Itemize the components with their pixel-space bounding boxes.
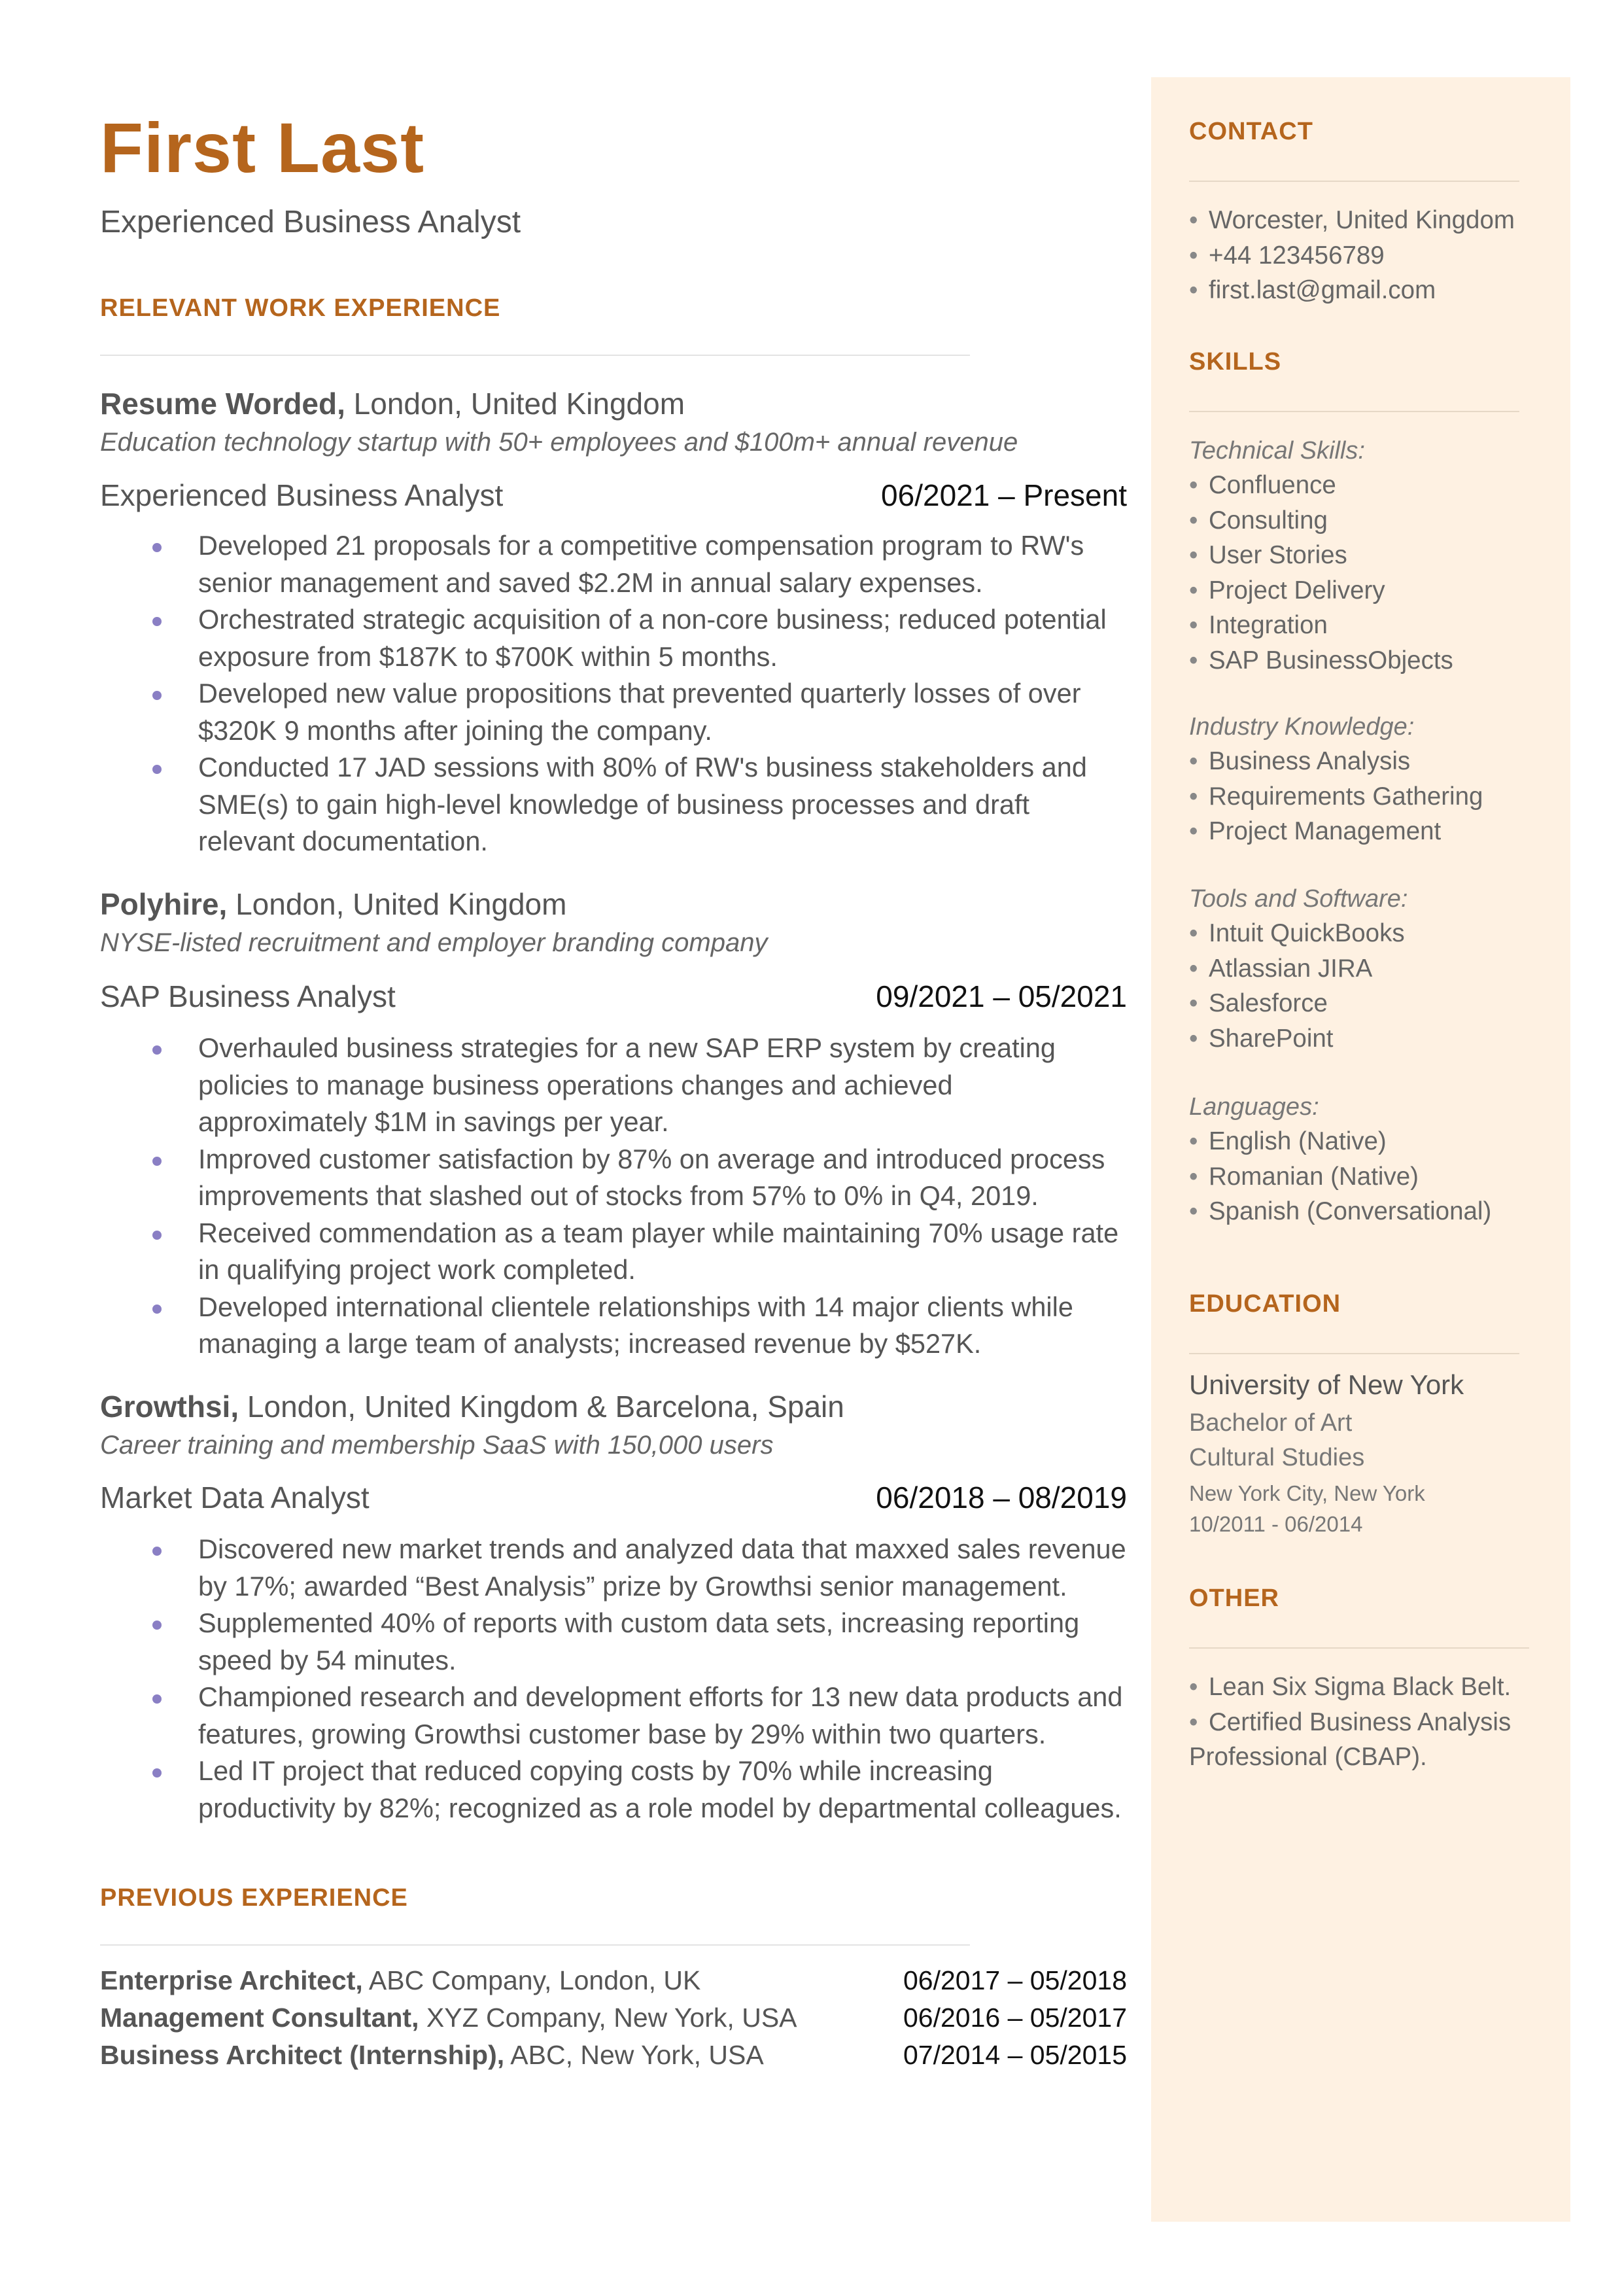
bullet-dot-icon bbox=[152, 765, 162, 774]
skill-list bbox=[1189, 744, 1555, 849]
contact-list bbox=[1189, 203, 1555, 308]
candidate-title: Experienced Business Analyst bbox=[100, 205, 521, 239]
bullet-item bbox=[100, 1679, 1127, 1753]
bullet-icon: • bbox=[1189, 541, 1198, 569]
bullet-item bbox=[100, 601, 1127, 675]
skill-item: • Atlassian JIRA bbox=[1189, 951, 1555, 987]
skill-item: • Spanish (Conversational) bbox=[1189, 1194, 1555, 1229]
bullet-icon: • bbox=[1189, 919, 1198, 947]
candidate-name: First Last bbox=[100, 108, 425, 187]
bullet-item bbox=[100, 1030, 1127, 1141]
skill-item: • Consulting bbox=[1189, 503, 1555, 538]
bullet-dot-icon bbox=[152, 1045, 162, 1055]
company-location: London, United Kingdom bbox=[227, 887, 567, 921]
skill-item: • Integration bbox=[1189, 608, 1555, 643]
education-dates: 10/2011 - 06/2014 bbox=[1189, 1512, 1363, 1536]
bullet-text: Overhauled business strategies for a new SAP ERP system by creating policies to manage business operations changes and achieved approximately $1M in savings per year. bbox=[198, 1032, 1056, 1137]
bullet-icon: • bbox=[1189, 817, 1198, 845]
skill-group-label: Tools and Software: bbox=[1189, 885, 1408, 913]
bullet-text: Developed international clientele relationships with 14 major clients while managing a large team of analysts; increased revenue by $527K. bbox=[198, 1291, 1073, 1359]
sidebar-title-other: OTHER bbox=[1189, 1585, 1279, 1612]
bullet-icon: • bbox=[1189, 576, 1198, 604]
company-name: Polyhire, bbox=[100, 887, 228, 921]
previous-company: XYZ Company, New York, USA bbox=[419, 2003, 797, 2033]
section-title-previous: PREVIOUS EXPERIENCE bbox=[100, 1884, 408, 1912]
bullet-item bbox=[100, 1289, 1127, 1363]
company-name: Resume Worded, bbox=[100, 387, 345, 421]
bullet-dot-icon bbox=[152, 1305, 162, 1314]
sidebar bbox=[1151, 77, 1570, 2222]
previous-role: Business Architect (Internship), bbox=[100, 2040, 505, 2070]
previous-company: ABC Company, London, UK bbox=[362, 1965, 701, 1995]
other-item-continued: Professional (CBAP). bbox=[1189, 1743, 1427, 1771]
bullet-dot-icon bbox=[152, 1231, 162, 1240]
previous-company: ABC, New York, USA bbox=[504, 2040, 764, 2070]
bullet-text: Supplemented 40% of reports with custom data sets, increasing reporting speed by 54 minutes. bbox=[198, 1607, 1080, 1675]
previous-experience-row bbox=[100, 2003, 1127, 2039]
bullet-icon: • bbox=[1189, 1162, 1198, 1191]
bullet-icon: • bbox=[1189, 782, 1198, 811]
skill-item: • Intuit QuickBooks bbox=[1189, 916, 1555, 951]
previous-role: Enterprise Architect, bbox=[100, 1965, 363, 1995]
bullet-text: Developed new value propositions that prevented quarterly losses of over $320K 9 months after joining the company. bbox=[198, 678, 1081, 746]
skill-item: • SharePoint bbox=[1189, 1021, 1555, 1057]
bullet-text: Discovered new market trends and analyzed data that maxxed sales revenue by 17%; awarded “Best Analysis” prize by Growthsi senior management. bbox=[198, 1533, 1126, 1602]
company-name: Growthsi, bbox=[100, 1390, 239, 1424]
company-description: Career training and membership SaaS with 150,000 users bbox=[100, 1431, 774, 1460]
previous-experience-row bbox=[100, 2040, 1127, 2076]
other-item: • Lean Six Sigma Black Belt. bbox=[1189, 1670, 1555, 1705]
education-school: University of New York bbox=[1189, 1369, 1464, 1400]
job-dates: 06/2021 – Present bbox=[881, 478, 1127, 512]
company-description: NYSE-listed recruitment and employer branding company bbox=[100, 928, 768, 957]
bullet-item bbox=[100, 749, 1127, 860]
bullet-icon: • bbox=[1189, 241, 1198, 270]
bullet-icon: • bbox=[1189, 646, 1198, 674]
bullet-text: Received commendation as a team player while maintaining 70% usage rate in qualifying project work completed. bbox=[198, 1217, 1119, 1285]
bullet-icon: • bbox=[1189, 1024, 1198, 1053]
bullet-dot-icon bbox=[152, 1768, 162, 1778]
company-location: London, United Kingdom & Barcelona, Spain bbox=[239, 1390, 844, 1424]
bullet-item bbox=[100, 1215, 1127, 1289]
job-company-line bbox=[100, 1389, 844, 1424]
bullet-icon: • bbox=[1189, 954, 1198, 983]
other-item: • Certified Business Analysis bbox=[1189, 1705, 1555, 1740]
bullet-text: Conducted 17 JAD sessions with 80% of RW's business stakeholders and SME(s) to gain high-level knowledge of business processes and draft relevant documentation. bbox=[198, 752, 1087, 856]
sidebar-divider bbox=[1189, 411, 1519, 412]
contact-location: • Worcester, United Kingdom bbox=[1189, 203, 1555, 238]
skill-item: • Salesforce bbox=[1189, 986, 1555, 1021]
job-role: SAP Business Analyst bbox=[100, 979, 396, 1013]
skill-group-label: Technical Skills: bbox=[1189, 437, 1365, 464]
job-role: Experienced Business Analyst bbox=[100, 478, 504, 512]
bullet-icon: • bbox=[1189, 1197, 1198, 1225]
sidebar-title-contact: CONTACT bbox=[1189, 118, 1313, 145]
bullet-text: Improved customer satisfaction by 87% on average and introduced process improvements that slashed out of stocks from 57% to 0% in Q4, 2019. bbox=[198, 1143, 1105, 1211]
sidebar-divider bbox=[1189, 1647, 1529, 1649]
sidebar-title-education: EDUCATION bbox=[1189, 1290, 1341, 1318]
contact-phone: • +44 123456789 bbox=[1189, 238, 1555, 273]
skill-group-label: Industry Knowledge: bbox=[1189, 713, 1415, 741]
bullet-text: Developed 21 proposals for a competitive compensation program to RW's senior management and saved $2.2M in annual salary expenses. bbox=[198, 530, 1084, 598]
skill-item: • Project Management bbox=[1189, 814, 1555, 849]
skill-item: • Project Delivery bbox=[1189, 573, 1555, 608]
job-bullets bbox=[100, 1531, 1127, 1827]
bullet-text: Championed research and development efforts for 13 new data products and features, growing Growthsi customer base by 29% within two quarters. bbox=[198, 1681, 1123, 1749]
skill-list bbox=[1189, 468, 1555, 678]
company-location: London, United Kingdom bbox=[345, 387, 685, 421]
bullet-item bbox=[100, 675, 1127, 749]
education-degree: Bachelor of Art bbox=[1189, 1409, 1353, 1437]
bullet-icon: • bbox=[1189, 1673, 1198, 1701]
sidebar-divider bbox=[1189, 1353, 1519, 1354]
bullet-icon: • bbox=[1189, 276, 1198, 304]
job-company-line bbox=[100, 386, 685, 421]
bullet-icon: • bbox=[1189, 611, 1198, 639]
bullet-icon: • bbox=[1189, 1127, 1198, 1155]
bullet-icon: • bbox=[1189, 989, 1198, 1017]
skill-item: • User Stories bbox=[1189, 538, 1555, 573]
bullet-dot-icon bbox=[152, 617, 162, 626]
previous-experience-row bbox=[100, 1965, 1127, 2002]
job-dates: 06/2018 – 08/2019 bbox=[876, 1480, 1127, 1515]
bullet-dot-icon bbox=[152, 1694, 162, 1704]
skill-item: • Confluence bbox=[1189, 468, 1555, 503]
skill-group-label: Languages: bbox=[1189, 1093, 1319, 1121]
skill-list bbox=[1189, 1124, 1555, 1229]
job-dates: 09/2021 – 05/2021 bbox=[876, 979, 1127, 1013]
education-field: Cultural Studies bbox=[1189, 1444, 1365, 1471]
skill-item: • Romanian (Native) bbox=[1189, 1159, 1555, 1195]
bullet-icon: • bbox=[1189, 206, 1198, 234]
bullet-dot-icon bbox=[152, 1547, 162, 1556]
skill-item: • English (Native) bbox=[1189, 1124, 1555, 1159]
bullet-dot-icon bbox=[152, 691, 162, 700]
section-title-work: RELEVANT WORK EXPERIENCE bbox=[100, 294, 501, 322]
education-location: New York City, New York bbox=[1189, 1481, 1425, 1505]
job-bullets bbox=[100, 527, 1127, 860]
bullet-item bbox=[100, 1141, 1127, 1215]
previous-dates: 07/2014 – 05/2015 bbox=[903, 2040, 1127, 2070]
bullet-dot-icon bbox=[152, 1157, 162, 1166]
sidebar-title-skills: SKILLS bbox=[1189, 348, 1282, 376]
previous-role: Management Consultant, bbox=[100, 2003, 419, 2033]
bullet-text: Led IT project that reduced copying costs by 70% while increasing productivity by 82%; recognized as a role model by departmental colleagues. bbox=[198, 1755, 1122, 1823]
bullet-dot-icon bbox=[152, 543, 162, 552]
bullet-item bbox=[100, 527, 1127, 601]
company-description: Education technology startup with 50+ employees and $100m+ annual revenue bbox=[100, 428, 1018, 457]
skill-list bbox=[1189, 916, 1555, 1056]
previous-dates: 06/2017 – 05/2018 bbox=[903, 1965, 1127, 1995]
job-bullets bbox=[100, 1030, 1127, 1363]
skill-item: • Business Analysis bbox=[1189, 744, 1555, 779]
previous-dates: 06/2016 – 05/2017 bbox=[903, 2003, 1127, 2033]
bullet-icon: • bbox=[1189, 1708, 1198, 1736]
skill-item: • SAP BusinessObjects bbox=[1189, 643, 1555, 678]
bullet-dot-icon bbox=[152, 1621, 162, 1630]
bullet-text: Orchestrated strategic acquisition of a non-core business; reduced potential exposure from $187K to $700K within 5 months. bbox=[198, 604, 1107, 672]
job-role: Market Data Analyst bbox=[100, 1480, 370, 1515]
sidebar-divider bbox=[1189, 181, 1519, 182]
bullet-icon: • bbox=[1189, 471, 1198, 499]
other-list bbox=[1189, 1670, 1555, 1775]
skill-item: • Requirements Gathering bbox=[1189, 779, 1555, 815]
bullet-item bbox=[100, 1531, 1127, 1605]
bullet-icon: • bbox=[1189, 506, 1198, 534]
bullet-icon: • bbox=[1189, 747, 1198, 775]
contact-email: • first.last@gmail.com bbox=[1189, 273, 1555, 308]
bullet-item bbox=[100, 1753, 1127, 1827]
section-divider bbox=[100, 355, 970, 356]
bullet-item bbox=[100, 1605, 1127, 1679]
section-divider bbox=[100, 1944, 970, 1946]
job-company-line bbox=[100, 886, 566, 922]
